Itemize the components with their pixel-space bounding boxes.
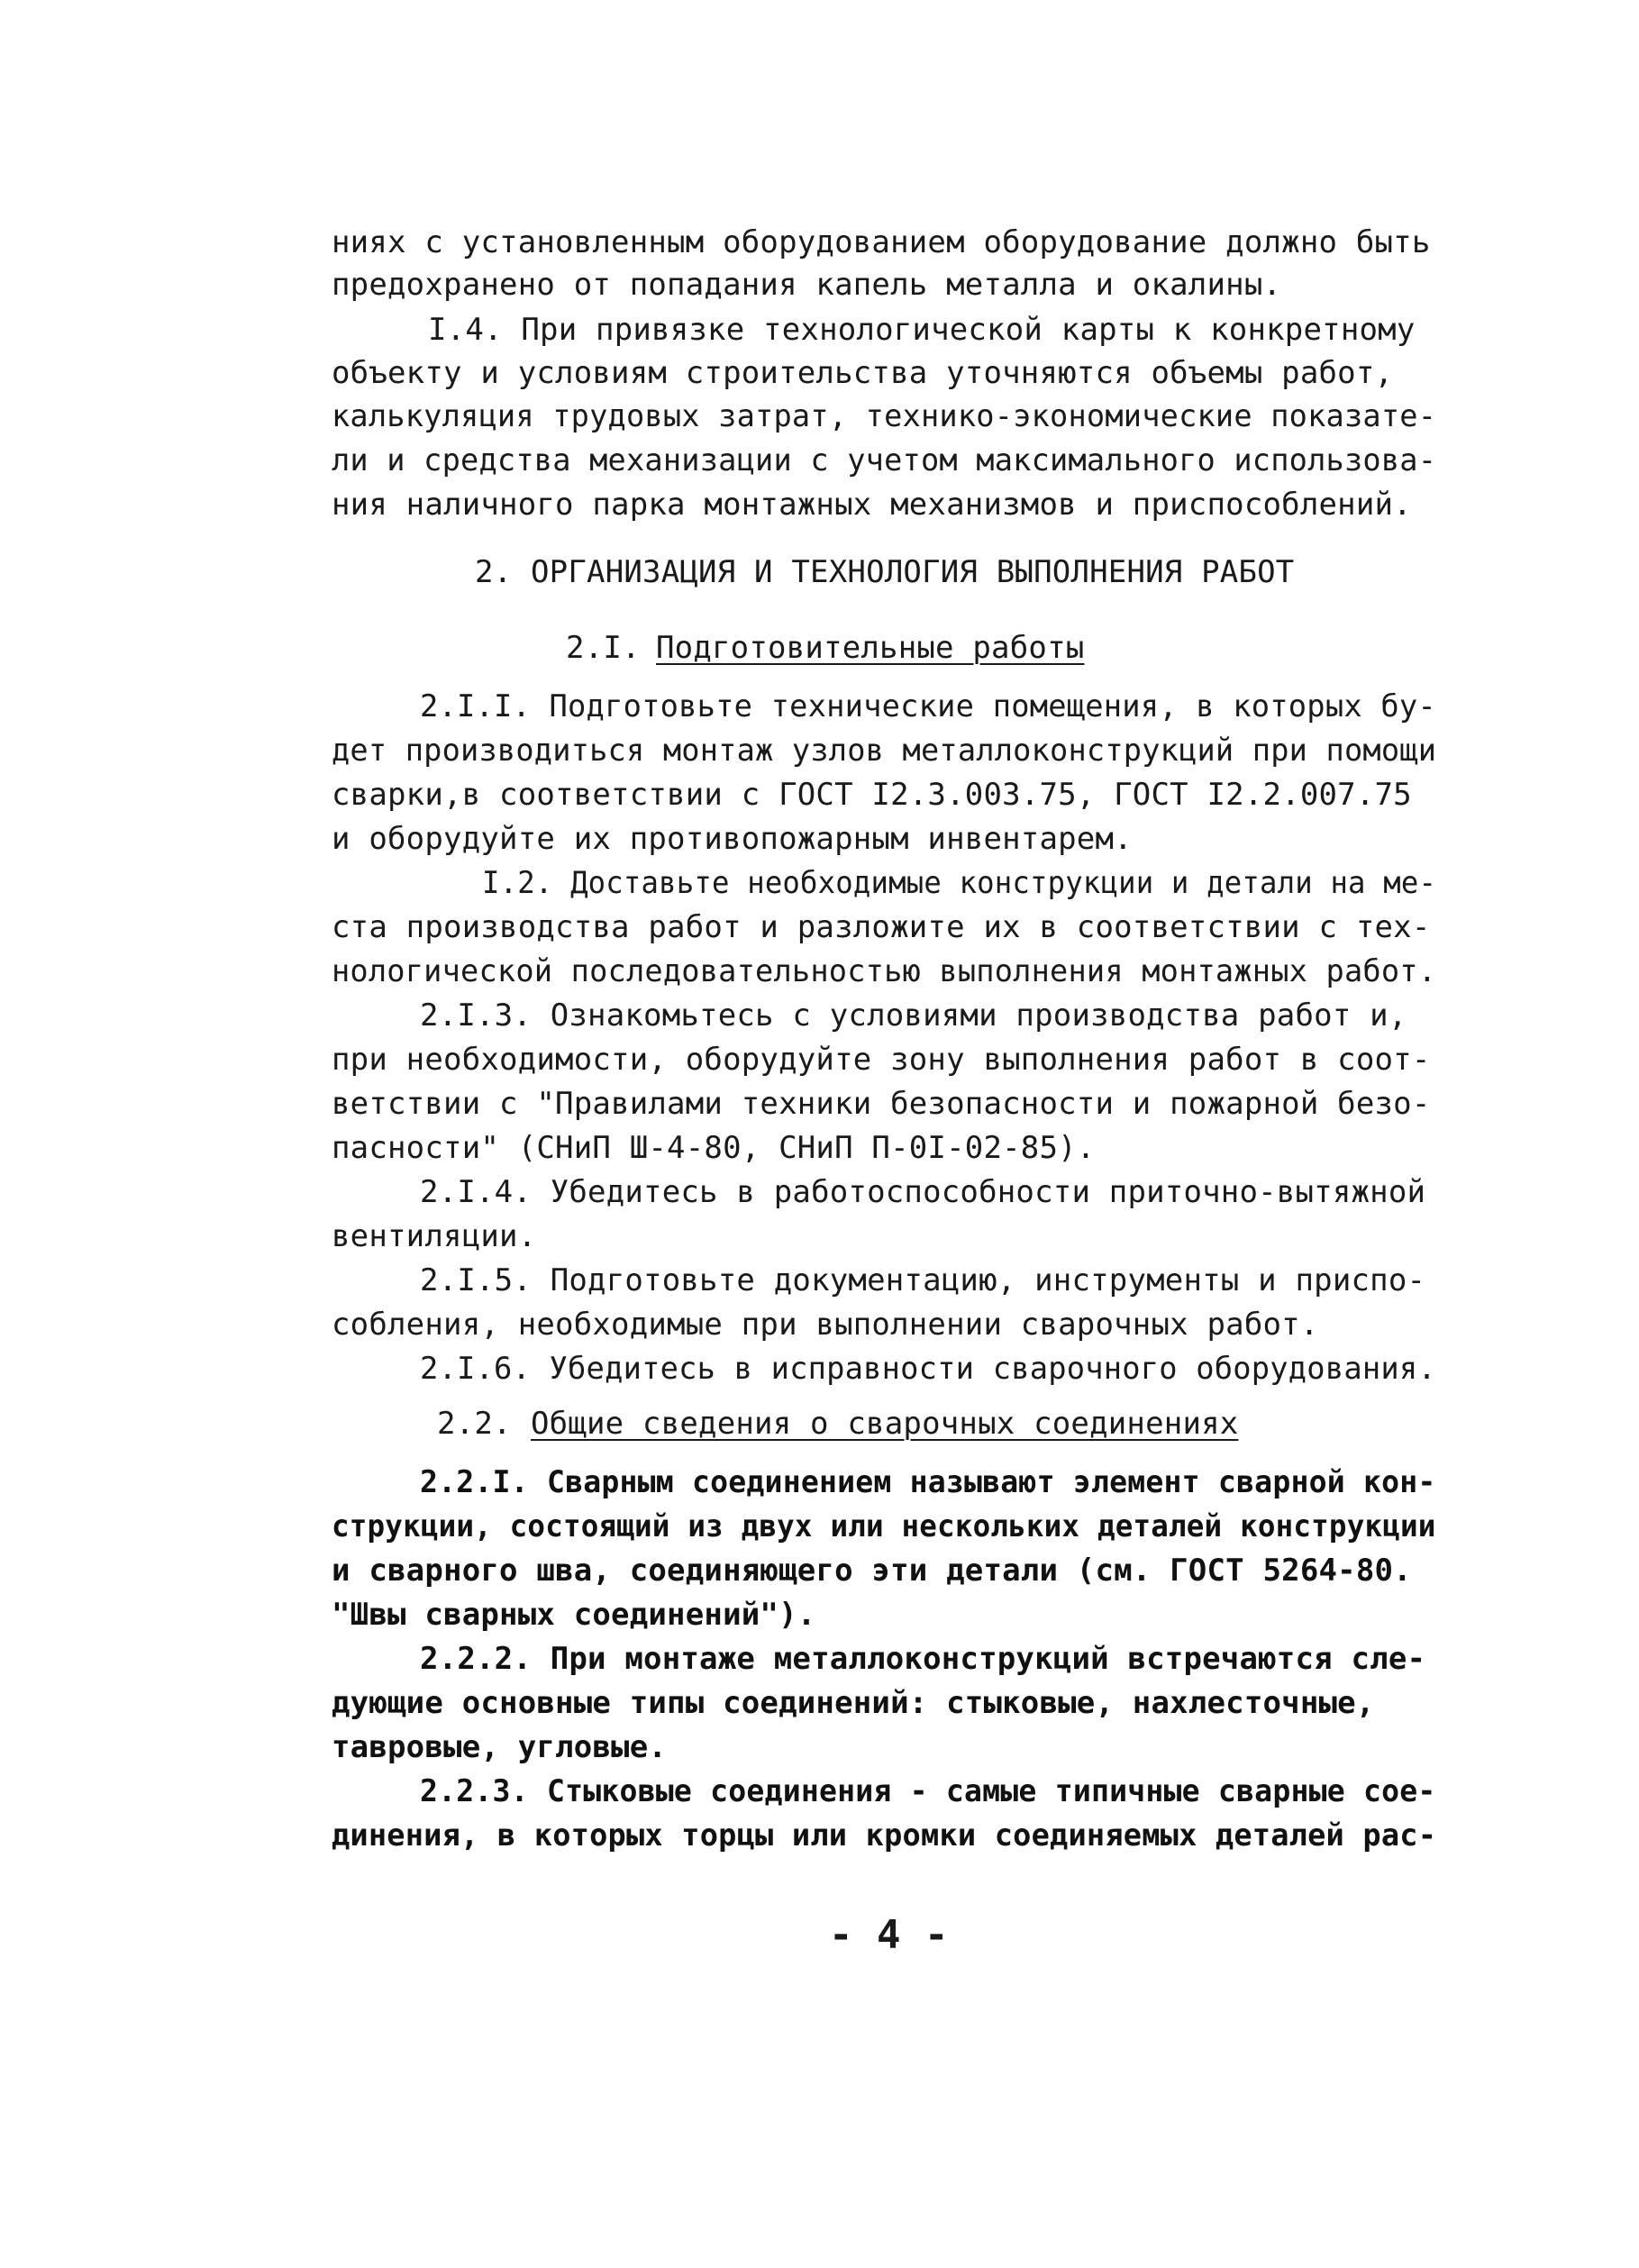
text-line: ния наличного парка монтажных механизмов и приспособлений. [332,487,1412,523]
text-line: струкции, состоящий из двух или нескольких деталей конструкции [332,1508,1436,1544]
text-line: 2.I.6. Убедитесь в исправности сварочного оборудования. [420,1351,1436,1387]
text-line: собления, необходимые при выполнении сварочных работ. [332,1307,1319,1343]
text-line: 2.2.2. При монтаже металлоконструкций встречаются сле- [420,1641,1426,1677]
text-line: предохранено от попадания капель металла и окалины. [332,267,1282,303]
text-line: ветствии с "Правилами техники безопасности и пожарной безо- [332,1086,1431,1122]
subsection-number: 2.I. [566,630,641,666]
text-line: ли и средства механизации с учетом максимального использова- [332,442,1437,478]
section-heading: 2. ОРГАНИЗАЦИЯ И ТЕХНОЛОГИЯ ВЫПОЛНЕНИЯ РАБОТ [475,554,1295,590]
text-line: I.2. Доставьте необходимые конструкции и детали на ме- [482,865,1437,901]
subsection-title: Подготовительные работы [656,630,1085,666]
text-line: "Швы сварных соединений"). [332,1597,816,1633]
text-line: вентиляции. [332,1218,537,1254]
text-line: I.4. При привязке технологической карты к конкретному [428,312,1416,348]
text-line: нологической последовательностью выполнения монтажных работ. [332,953,1437,989]
text-line: ниях с установленным оборудованием оборудование должно быть [332,224,1431,260]
text-line: динения, в которых торцы или кромки соединяемых деталей рас- [332,1817,1437,1854]
subsection-title: Общие сведения о сварочных соединениях [531,1406,1239,1442]
text-line: дет производиться монтаж узлов металлоконструкций при помощи [332,733,1437,769]
text-line: ста производства работ и разложите их в соответствии с тех- [332,909,1431,945]
text-line: калькуляция трудовых затрат, технико-экономические показате- [332,398,1437,434]
subsection-number: 2.2. [437,1406,512,1442]
page-number: - 4 - [829,1912,949,1958]
text-line: пасности" (СНиП Ш-4-80, СНиП П-0I-02-85). [332,1130,1096,1166]
text-line: 2.I.5. Подготовьте документацию, инструменты и приспо- [420,1262,1426,1298]
text-line: и сварного шва, соединяющего эти детали (см. ГОСТ 5264-80. [332,1553,1412,1589]
text-line: 2.I.3. Ознакомьтесь с условиями производства работ и, [420,997,1407,1034]
text-line: 2.2.I. Сварным соединением называют элемент сварной кон- [420,1464,1436,1500]
text-line: и оборудуйте их противопожарным инвентарем. [332,821,1133,857]
text-line: 2.I.I. Подготовьте технические помещения, в которых бу- [420,688,1436,724]
text-line: сварки,в соответствии с ГОСТ I2.3.003.75, ГОСТ I2.2.007.75 [332,777,1412,813]
text-line: тавровые, угловые. [332,1729,668,1765]
text-line: объекту и условиям строительства уточняются объемы работ, [332,355,1394,391]
text-line: 2.2.3. Стыковые соединения - самые типичные сварные сое- [420,1773,1436,1809]
text-line: дующие основные типы соединений: стыковые, нахлесточные, [332,1685,1375,1721]
text-line: при необходимости, оборудуйте зону выполнения работ в соот- [332,1042,1431,1078]
text-line: 2.I.4. Убедитесь в работоспособности приточно-вытяжной [420,1174,1426,1210]
